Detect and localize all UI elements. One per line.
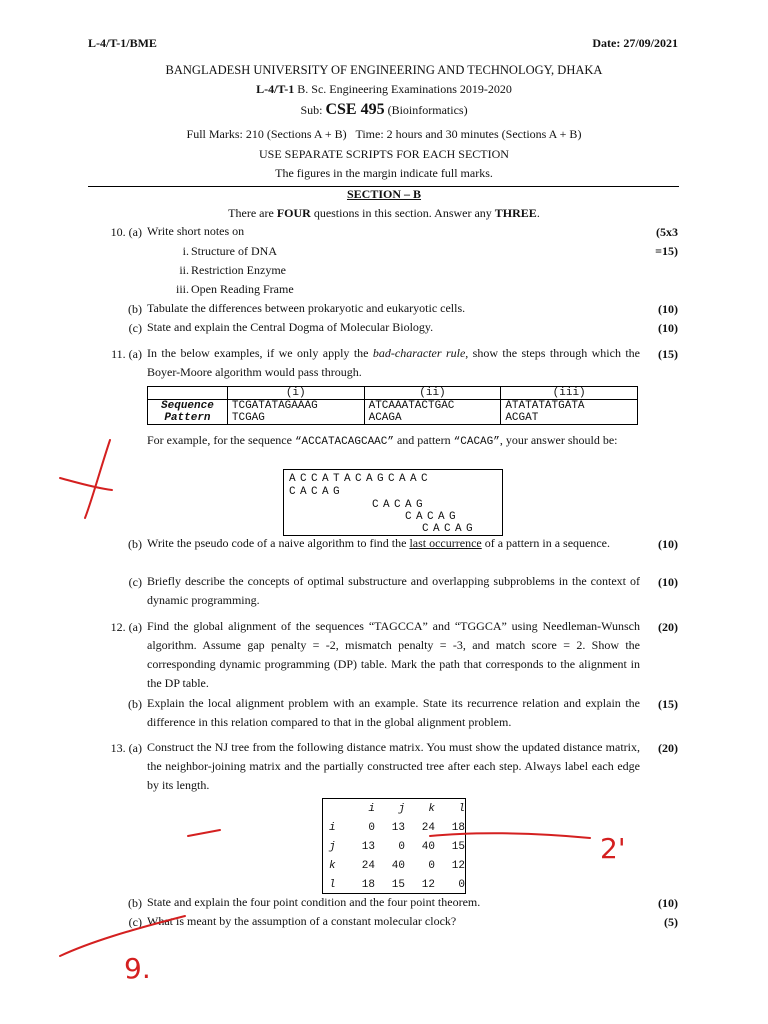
cross-mark-stroke bbox=[85, 440, 110, 518]
q12b-marks: (15) bbox=[658, 697, 678, 711]
q13b-text: State and explain the four point condition and the four point theorem. bbox=[147, 895, 481, 909]
sequence-label: Sequence bbox=[148, 400, 228, 413]
q11-number: 11. (a) bbox=[111, 347, 142, 361]
q13a-text: Construct the NJ tree from the following distance matrix. You must show the updated distance matrix, the neighbor-joining matrix and the partially constructed tree after each step. Always label each edge by its length. bbox=[147, 740, 640, 792]
q10-number: 10. (a) bbox=[110, 225, 142, 239]
example-pattern-row: CACAG bbox=[372, 499, 428, 511]
cross-mark-stroke bbox=[60, 478, 112, 490]
matrix-cell: 18 bbox=[361, 878, 375, 891]
q13b-marks: (10) bbox=[658, 896, 678, 910]
matrix-row-label: k bbox=[329, 859, 336, 872]
section-title: SECTION – B bbox=[346, 187, 422, 201]
q12b-text: Explain the local alignment problem with an example. State its recurrence relation and explain the difference in this relation compared to that in the global alignment problem. bbox=[147, 696, 640, 729]
example-sequence-row: ACCATACAGCAAC bbox=[289, 473, 433, 485]
q11-example-text: For example, for the sequence “ACCATACAGCAAC” and pattern “CACAG”, your answer should be: bbox=[147, 433, 618, 448]
q11c-text: Briefly describe the concepts of optimal substructure and overlapping subproblems in the context of dynamic programming. bbox=[147, 574, 640, 607]
matrix-cell: 12 bbox=[451, 859, 465, 872]
q13-number: 13. (a) bbox=[110, 741, 142, 755]
example-pattern-row: CACAG bbox=[405, 511, 461, 523]
matrix-col-label: i bbox=[368, 803, 375, 815]
q11a-marks: (15) bbox=[658, 347, 678, 361]
matrix-cell: 15 bbox=[391, 878, 405, 891]
matrix-cell: 40 bbox=[421, 840, 435, 853]
section-instruction: There are FOUR questions in this section. Answer any THREE. bbox=[228, 206, 540, 220]
q10c-text: State and explain the Central Dogma of Molecular Biology. bbox=[147, 320, 434, 334]
table-cell: ATCAAATACTGAC bbox=[364, 400, 501, 413]
matrix-cell: 0 bbox=[398, 840, 405, 853]
q12a-text: Find the global alignment of the sequences “TAGCCA” and “TGGCA” using Needleman-Wunsch algorithm. Assume gap penalty = -2, mismatch penalty = -3, and match score = 2. Show the corresponding dynamic programming (DP) table. Mark the path that corresponds to the alignment in the DP table. bbox=[147, 619, 640, 690]
dash-mark bbox=[188, 830, 220, 836]
subject-prefix: Sub: bbox=[300, 103, 326, 117]
margin-stroke bbox=[60, 916, 185, 956]
q11b-text: Write the pseudo code of a naive algorithm to find the last occurrence of a pattern in a sequence. bbox=[147, 536, 611, 550]
q13a-marks: (20) bbox=[658, 741, 678, 755]
q10c-marks: (10) bbox=[658, 321, 678, 335]
table-cell: TCGATATAGAAAG bbox=[227, 400, 364, 413]
matrix-col-label: l bbox=[458, 803, 465, 815]
subject-name: (Bioinformatics) bbox=[384, 103, 468, 117]
q10-item-text: Open Reading Frame bbox=[191, 282, 294, 296]
matrix-row-label: l bbox=[329, 878, 336, 891]
q10a-marks: (5x3 bbox=[656, 225, 678, 239]
q10b-text: Tabulate the differences between prokaryotic and eukaryotic cells. bbox=[147, 301, 466, 315]
q10-item-num: iii. bbox=[175, 282, 189, 296]
q10b-label: (b) bbox=[128, 302, 142, 316]
q12a-marks: (20) bbox=[658, 620, 678, 634]
table-cell: ACAGA bbox=[364, 412, 501, 425]
university-name: BANGLADESH UNIVERSITY OF ENGINEERING AND TECHNOLOGY, DHAKA bbox=[165, 63, 603, 77]
handwritten-score: 9. bbox=[124, 952, 151, 985]
separate-scripts-note: USE SEPARATE SCRIPTS FOR EACH SECTION bbox=[259, 147, 509, 161]
q11c-marks: (10) bbox=[658, 575, 678, 589]
q10-item-num: ii. bbox=[179, 263, 189, 277]
matrix-row-label: j bbox=[329, 840, 336, 853]
q13c-marks: (5) bbox=[664, 915, 678, 929]
matrix-cell: 0 bbox=[368, 821, 375, 834]
q10-item-num: i. bbox=[182, 244, 189, 258]
matrix-col-label: k bbox=[428, 803, 435, 815]
matrix-cell: 18 bbox=[451, 821, 465, 834]
matrix-cell: 13 bbox=[391, 821, 405, 834]
q13b-label: (b) bbox=[128, 896, 142, 910]
q11c-label: (c) bbox=[128, 575, 142, 589]
exam-date: Date: 27/09/2021 bbox=[592, 36, 678, 50]
matrix-cell: 24 bbox=[361, 859, 375, 872]
exam-level: L-4/T-1 bbox=[256, 82, 295, 96]
q10c-label: (c) bbox=[128, 321, 142, 335]
matrix-cell: 13 bbox=[361, 840, 375, 853]
course-code: L-4/T-1/BME bbox=[88, 36, 157, 50]
handwritten-score: 2' bbox=[600, 832, 626, 865]
q10-item-text: Structure of DNA bbox=[191, 244, 277, 258]
q10a-text: Write short notes on bbox=[147, 224, 245, 238]
table-cell: ACGAT bbox=[501, 412, 638, 425]
q10a-marks-total: =15) bbox=[655, 244, 678, 258]
q10b-marks: (10) bbox=[658, 302, 678, 316]
q13c-label: (c) bbox=[128, 915, 142, 929]
q10-item-text: Restriction Enzyme bbox=[191, 263, 286, 277]
underline-mark bbox=[430, 833, 590, 838]
example-pattern-row: CACAG bbox=[422, 523, 478, 535]
example-pattern-row: CACAG bbox=[289, 486, 345, 498]
table-header: (iii) bbox=[501, 387, 638, 400]
matrix-cell: 40 bbox=[391, 859, 405, 872]
pattern-label: Pattern bbox=[148, 412, 228, 425]
table-cell: TCGAG bbox=[227, 412, 364, 425]
matrix-cell: 0 bbox=[458, 878, 465, 891]
subject-code: CSE 495 bbox=[325, 101, 385, 118]
q12b-label: (b) bbox=[128, 697, 142, 711]
matrix-cell: 15 bbox=[451, 840, 465, 853]
matrix-col-label: j bbox=[398, 803, 405, 815]
q13c-text: What is meant by the assumption of a constant molecular clock? bbox=[147, 914, 457, 928]
margin-note: The figures in the margin indicate full marks. bbox=[275, 166, 493, 180]
matrix-cell: 24 bbox=[421, 821, 435, 834]
q12-number: 12. (a) bbox=[110, 620, 142, 634]
matrix-row-label: i bbox=[329, 821, 336, 834]
exam-title-rest: B. Sc. Engineering Examinations 2019-2020 bbox=[294, 82, 512, 96]
q11b-label: (b) bbox=[128, 537, 142, 551]
matrix-cell: 0 bbox=[428, 859, 435, 872]
q11a-text: In the below examples, if we only apply the bad-character rule, show the steps through which the Boyer-Moore algorithm would pass through. bbox=[147, 346, 641, 379]
marks-time-line: Full Marks: 210 (Sections A + B) Time: 2 hours and 30 minutes (Sections A + B) bbox=[186, 127, 582, 141]
table-cell: ATATATATGATA bbox=[501, 400, 638, 413]
q11b-marks: (10) bbox=[658, 537, 678, 551]
table-header: (i) bbox=[227, 387, 364, 400]
matrix-cell: 12 bbox=[421, 878, 435, 891]
table-header: (ii) bbox=[364, 387, 501, 400]
